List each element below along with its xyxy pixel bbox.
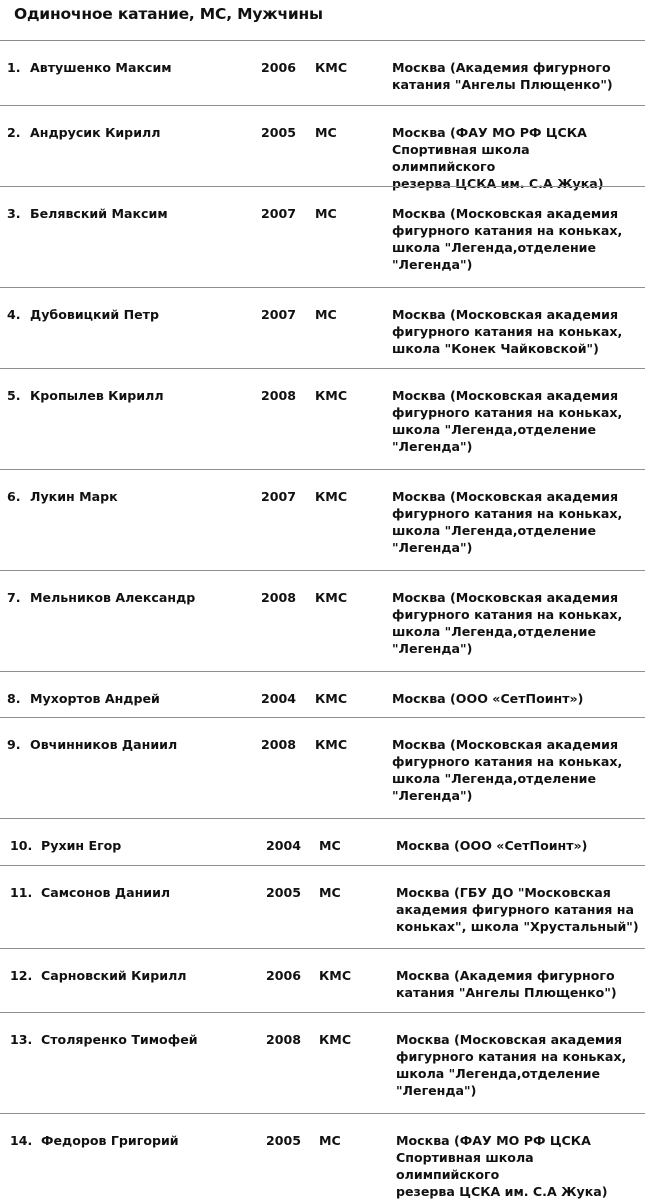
sport-rank: КМС [315, 388, 348, 403]
athlete-name: Самсонов Даниил [41, 885, 171, 900]
club-line: школа "Легенда,отделение [396, 1066, 601, 1081]
club-name [396, 967, 641, 1001]
club-line: Спортивная школа олимпийского [396, 1150, 534, 1182]
club-name [392, 387, 637, 455]
birth-year: 2004 [266, 838, 302, 853]
athlete-name: Сарновский Кирилл [41, 968, 187, 983]
page-title: Одиночное катание, МС, Мужчины [14, 5, 323, 23]
club-line: "Легенда") [392, 439, 473, 454]
sport-rank: МС [315, 307, 337, 322]
list-item [0, 672, 645, 718]
athlete-name: Федоров Григорий [41, 1133, 179, 1148]
athlete-number: 9. [7, 737, 21, 752]
athlete-number: 13. [10, 1032, 33, 1047]
birth-year: 2008 [261, 590, 297, 605]
club-line: школа "Конек Чайковской") [392, 341, 599, 356]
club-line: фигурного катания на коньках, [392, 754, 623, 769]
club-line: катания "Ангелы Плющенко") [392, 77, 613, 92]
club-line: Москва (Московская академия [392, 388, 619, 403]
birth-year: 2005 [266, 885, 302, 900]
list-item [0, 718, 645, 819]
club-line: фигурного катания на коньках, [396, 1049, 627, 1064]
sport-rank: МС [315, 125, 337, 140]
birth-year: 2006 [261, 60, 297, 75]
sport-rank: КМС [315, 691, 348, 706]
club-line: катания "Ангелы Плющенко") [396, 985, 617, 1000]
club-name [392, 124, 637, 192]
club-line: фигурного катания на коньках, [392, 223, 623, 238]
athlete-name: Овчинников Даниил [30, 737, 178, 752]
club-line: академия фигурного катания на [396, 902, 634, 917]
list-item [0, 819, 645, 866]
sport-rank: КМС [315, 737, 348, 752]
list-item [0, 866, 645, 949]
athlete-number: 3. [7, 206, 21, 221]
club-line: Москва (Московская академия [396, 1032, 623, 1047]
sport-rank: МС [319, 1133, 341, 1148]
birth-year: 2007 [261, 206, 297, 221]
birth-year: 2004 [261, 691, 297, 706]
club-line: Москва (ФАУ МО РФ ЦСКА [392, 125, 587, 140]
list-item [0, 571, 645, 672]
club-line: Москва (Московская академия [392, 489, 619, 504]
athlete-name: Мельников Александр [30, 590, 196, 605]
birth-year: 2005 [266, 1133, 302, 1148]
athlete-number: 11. [10, 885, 33, 900]
club-name [396, 837, 641, 854]
athlete-name: Мухортов Андрей [30, 691, 160, 706]
list-item [0, 187, 645, 288]
list-item [0, 106, 645, 191]
club-line: Москва (ФАУ МО РФ ЦСКА [396, 1133, 591, 1148]
club-line: школа "Легенда,отделение [392, 240, 597, 255]
club-name [392, 59, 637, 93]
club-line: Спортивная школа олимпийского [392, 142, 530, 174]
club-line: фигурного катания на коньках, [392, 405, 623, 420]
sport-rank: МС [319, 885, 341, 900]
birth-year: 2005 [261, 125, 297, 140]
club-line: Москва (ООО «СетПоинт») [396, 838, 588, 853]
list-item [0, 470, 645, 571]
club-line: Москва (Московская академия [392, 590, 619, 605]
athlete-name: Белявский Максим [30, 206, 168, 221]
club-line: "Легенда") [392, 257, 473, 272]
athlete-number: 4. [7, 307, 21, 322]
club-line: школа "Легенда,отделение [392, 523, 597, 538]
club-name [396, 1031, 641, 1099]
birth-year: 2007 [261, 307, 297, 322]
club-name [396, 1132, 641, 1200]
athlete-name: Дубовицкий Петр [30, 307, 159, 322]
birth-year: 2008 [261, 737, 297, 752]
club-line: Москва (Академия фигурного [392, 60, 611, 75]
club-line: школа "Легенда,отделение [392, 422, 597, 437]
athlete-number: 14. [10, 1133, 33, 1148]
birth-year: 2008 [261, 388, 297, 403]
sport-rank: КМС [315, 60, 348, 75]
club-name [392, 205, 637, 273]
club-line: "Легенда") [396, 1083, 477, 1098]
athlete-name: Кропылев Кирилл [30, 388, 164, 403]
sport-rank: КМС [319, 1032, 352, 1047]
club-name [392, 690, 637, 707]
club-line: школа "Легенда,отделение [392, 771, 597, 786]
athlete-number: 5. [7, 388, 21, 403]
list-item [0, 369, 645, 470]
list-item [0, 1013, 645, 1114]
club-line: "Легенда") [392, 540, 473, 555]
athlete-number: 1. [7, 60, 21, 75]
club-line: школа "Легенда,отделение [392, 624, 597, 639]
birth-year: 2008 [266, 1032, 302, 1047]
club-line: "Легенда") [392, 641, 473, 656]
list-item [0, 41, 645, 106]
athlete-name: Лукин Марк [30, 489, 118, 504]
club-line: фигурного катания на коньках, [392, 324, 623, 339]
club-name [392, 736, 637, 804]
club-line: фигурного катания на коньках, [392, 506, 623, 521]
club-line: Москва (Московская академия [392, 737, 619, 752]
birth-year: 2007 [261, 489, 297, 504]
athlete-number: 7. [7, 590, 21, 605]
club-line: Москва (ГБУ ДО "Московская [396, 885, 611, 900]
club-line: фигурного катания на коньках, [392, 607, 623, 622]
athlete-name: Рухин Егор [41, 838, 122, 853]
list-item [0, 1114, 645, 1200]
club-line: коньках", школа "Хрустальный") [396, 919, 639, 934]
birth-year: 2006 [266, 968, 302, 983]
club-name [392, 306, 637, 357]
club-line: "Легенда") [392, 788, 473, 803]
athlete-number: 8. [7, 691, 21, 706]
athlete-name: Автушенко Максим [30, 60, 172, 75]
club-line: Москва (Московская академия [392, 307, 619, 322]
club-name [396, 884, 641, 935]
club-line: резерва ЦСКА им. С.А Жука) [392, 176, 604, 191]
athlete-number: 2. [7, 125, 21, 140]
club-name [392, 488, 637, 556]
sport-rank: МС [315, 206, 337, 221]
athlete-number: 6. [7, 489, 21, 504]
sport-rank: КМС [315, 489, 348, 504]
club-line: Москва (ООО «СетПоинт») [392, 691, 584, 706]
athlete-number: 12. [10, 968, 33, 983]
club-name [392, 589, 637, 657]
club-line: резерва ЦСКА им. С.А Жука) [396, 1184, 608, 1199]
club-line: Москва (Академия фигурного [396, 968, 615, 983]
sport-rank: КМС [319, 968, 352, 983]
athlete-number: 10. [10, 838, 33, 853]
athlete-name: Столяренко Тимофей [41, 1032, 198, 1047]
list-item [0, 288, 645, 369]
athlete-name: Андрусик Кирилл [30, 125, 161, 140]
list-item [0, 949, 645, 1013]
club-line: Москва (Московская академия [392, 206, 619, 221]
sport-rank: КМС [315, 590, 348, 605]
sport-rank: МС [319, 838, 341, 853]
